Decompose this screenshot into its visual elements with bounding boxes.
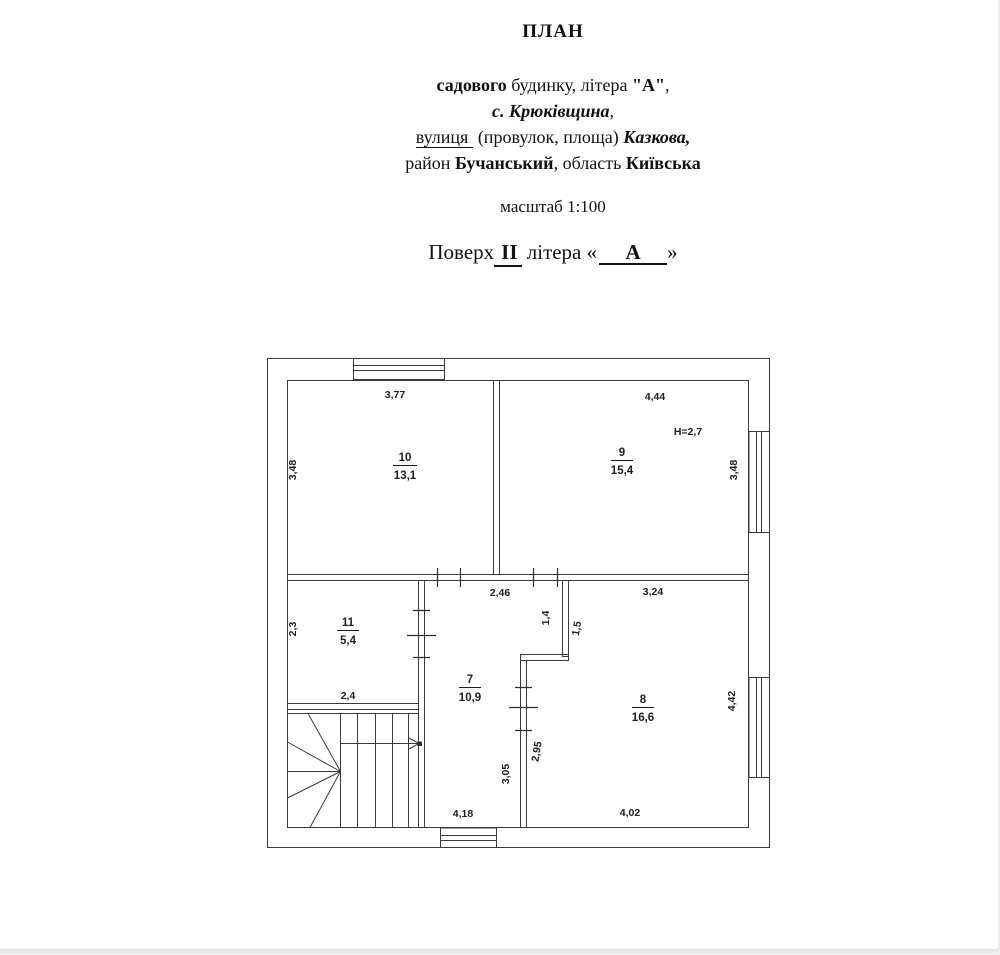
building-letter: "А" — [631, 75, 665, 95]
street-line: вулиця (провулок, площа) Казкова, — [415, 127, 691, 147]
dim-left-room11: 2,3 — [287, 621, 299, 637]
page-title: ПЛАН — [522, 21, 584, 42]
dim-top-room8: 3,24 — [642, 586, 664, 598]
dim-niche-15: 1,5 — [569, 620, 585, 637]
dimension-labels — [287, 389, 740, 820]
wall-step — [521, 655, 569, 661]
room-labels — [337, 447, 654, 724]
district-line: район Бучанський, область Київська — [405, 153, 701, 173]
district-name: Бучанський — [454, 153, 554, 173]
object-type: садового — [436, 75, 507, 95]
scale-note: масштаб 1:100 — [500, 197, 606, 216]
dim-niche-14: 1,4 — [540, 610, 552, 626]
room-8-area: 16,6 — [631, 712, 655, 724]
door-opening-ticks — [407, 568, 558, 731]
staircase — [288, 714, 423, 829]
room-10-number: 10 — [398, 452, 412, 464]
dim-bottom-room11: 2,4 — [340, 690, 356, 702]
letter-slot: А — [599, 241, 667, 265]
wall-horizontal-middle — [288, 575, 749, 581]
window-right-room8 — [749, 678, 770, 778]
page-edge-bottom — [0, 949, 1000, 955]
dim-right-room8: 4,42 — [726, 690, 738, 712]
dim-bottom-room8: 4,02 — [619, 807, 641, 819]
wall-room11-hall — [419, 581, 425, 828]
room-7-number: 7 — [466, 674, 474, 686]
room-11-area: 5,4 — [340, 635, 356, 647]
walk-line-arrow — [341, 738, 423, 749]
dim-top-room10: 3,77 — [384, 389, 406, 401]
dim-top-room9: 4,44 — [644, 391, 666, 403]
settlement-name: с. Крюківщина — [491, 101, 610, 121]
room-10-area: 13,1 — [393, 470, 417, 482]
room-7-area: 10,9 — [458, 692, 482, 704]
wall-room10-room9 — [494, 381, 500, 575]
room-11-number: 11 — [341, 617, 355, 629]
dim-left-room10: 3,48 — [287, 459, 299, 481]
street-name: Казкова, — [623, 127, 691, 147]
interior-walls — [288, 381, 749, 828]
window-bottom — [441, 828, 497, 848]
wall-hall-room8-lower — [521, 661, 527, 828]
dim-hall-top: 2,46 — [489, 587, 511, 599]
document-header — [93, 0, 1000, 265]
room-9-number: 9 — [618, 447, 626, 459]
address-block — [93, 72, 1000, 176]
dim-height-note: H=2,7 — [673, 426, 703, 438]
street-label: вулиця — [416, 127, 474, 148]
dim-right-room9: 3,48 — [728, 459, 740, 481]
room-8-number: 8 — [639, 694, 647, 706]
window-right-room9 — [749, 432, 770, 533]
region-name: Київська — [625, 153, 701, 173]
floor-plan-svg — [267, 358, 770, 848]
dim-wall-305: 3,05 — [500, 763, 512, 785]
dim-bottom-hall: 4,18 — [452, 808, 474, 820]
dim-wall-295: 2,95 — [529, 740, 545, 763]
wall-hall-room8-upper — [563, 581, 569, 657]
floor-plan — [267, 358, 770, 848]
floor-line: Поверх II літера « А » — [93, 240, 1000, 265]
object-line: садового будинку, літера "А", — [436, 75, 670, 95]
floor-number: II — [494, 240, 521, 267]
wall-room11-stairs — [288, 704, 419, 710]
room-9-area: 15,4 — [610, 465, 634, 477]
settlement-line: с. Крюківщина, — [491, 101, 614, 121]
window-top — [354, 359, 445, 380]
